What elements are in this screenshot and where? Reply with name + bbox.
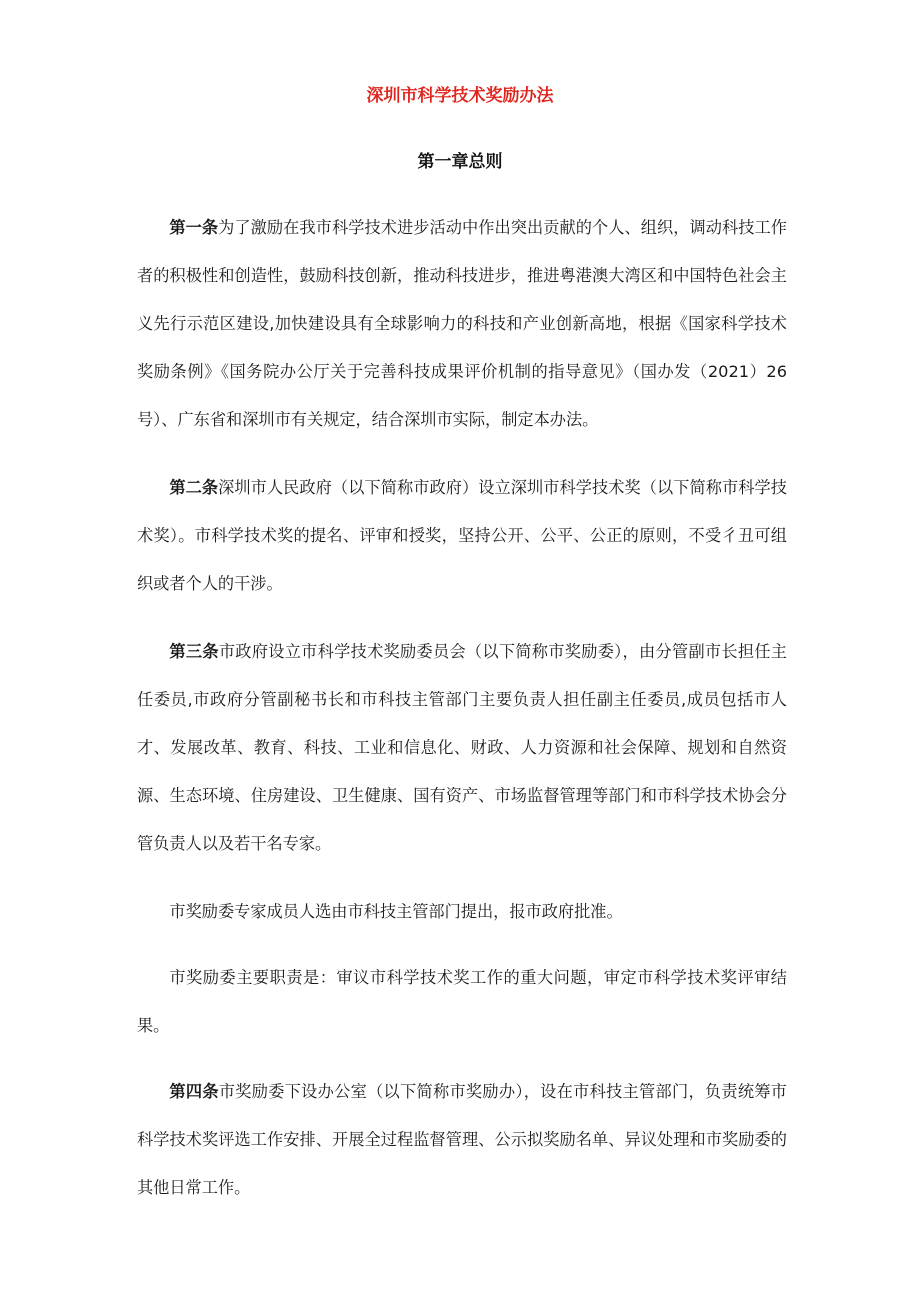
article-text: 市政府设立市科学技术奖励委员会（以下简称市奖励委），由分管副市长担任主任委员,市政府分管副秘书长和市科技主管部门主要负责人担任副主任委员,成员包括市人才、发展改革、教育、科技、工业和信息化、财政、人力资源和社会保障、规划和自然资源、生态环境、住房建设、卫生健康、国有资产、市场监督管理等部门和市科学技术协会分管负责人以及若干名专家。	[137, 642, 787, 853]
article-paragraph	[137, 204, 787, 444]
article-number: 第三条	[169, 642, 219, 661]
article-number: 第一条	[169, 218, 219, 237]
document-title: 深圳市科学技术奖励办法	[366, 86, 554, 106]
body-paragraph	[137, 888, 787, 936]
body-paragraph	[137, 954, 787, 1050]
article-text: 为了激励在我市科学技术进步活动中作出突出贡献的个人、组织，调动科技工作者的积极性和创造性，鼓励科技创新，推动科技进步，推进粤港澳大湾区和中国特色社会主义先行示范区建设,加快建设具有全球影响力的科技和产业创新高地，根据《国家科学技术奖励条例》《国务院办公厅关于完善科技成果评价机制的指导意见》（国办发（2021）26号）、广东省和深圳市有关规定，结合深圳市实际，制定本办法。	[137, 218, 787, 429]
article-number: 第四条	[169, 1082, 219, 1101]
article-text: 市奖励委下设办公室（以下简称市奖励办），设在市科技主管部门，负责统筹市科学技术奖评选工作安排、开展全过程监督管理、公示拟奖励名单、异议处理和市奖励委的其他日常工作。	[137, 1082, 787, 1197]
article-paragraph	[137, 1068, 787, 1212]
article-text: 深圳市人民政府（以下简称市政府）设立深圳市科学技术奖（以下简称市科学技术奖）。市科学技术奖的提名、评审和授奖，坚持公开、公平、公正的原则，不受彳丑可组织或者个人的干涉。	[137, 478, 787, 593]
paragraph-text: 市奖励委主要职责是：审议市科学技术奖工作的重大问题，审定市科学技术奖评审结果。	[137, 968, 787, 1035]
article-paragraph	[137, 464, 787, 608]
chapter-title: 第一章总则	[417, 152, 503, 172]
article-number: 第二条	[169, 478, 219, 497]
article-paragraph	[137, 628, 787, 868]
paragraph-text: 市奖励委专家成员人选由市科技主管部门提出，报市政府批准。	[169, 902, 623, 921]
